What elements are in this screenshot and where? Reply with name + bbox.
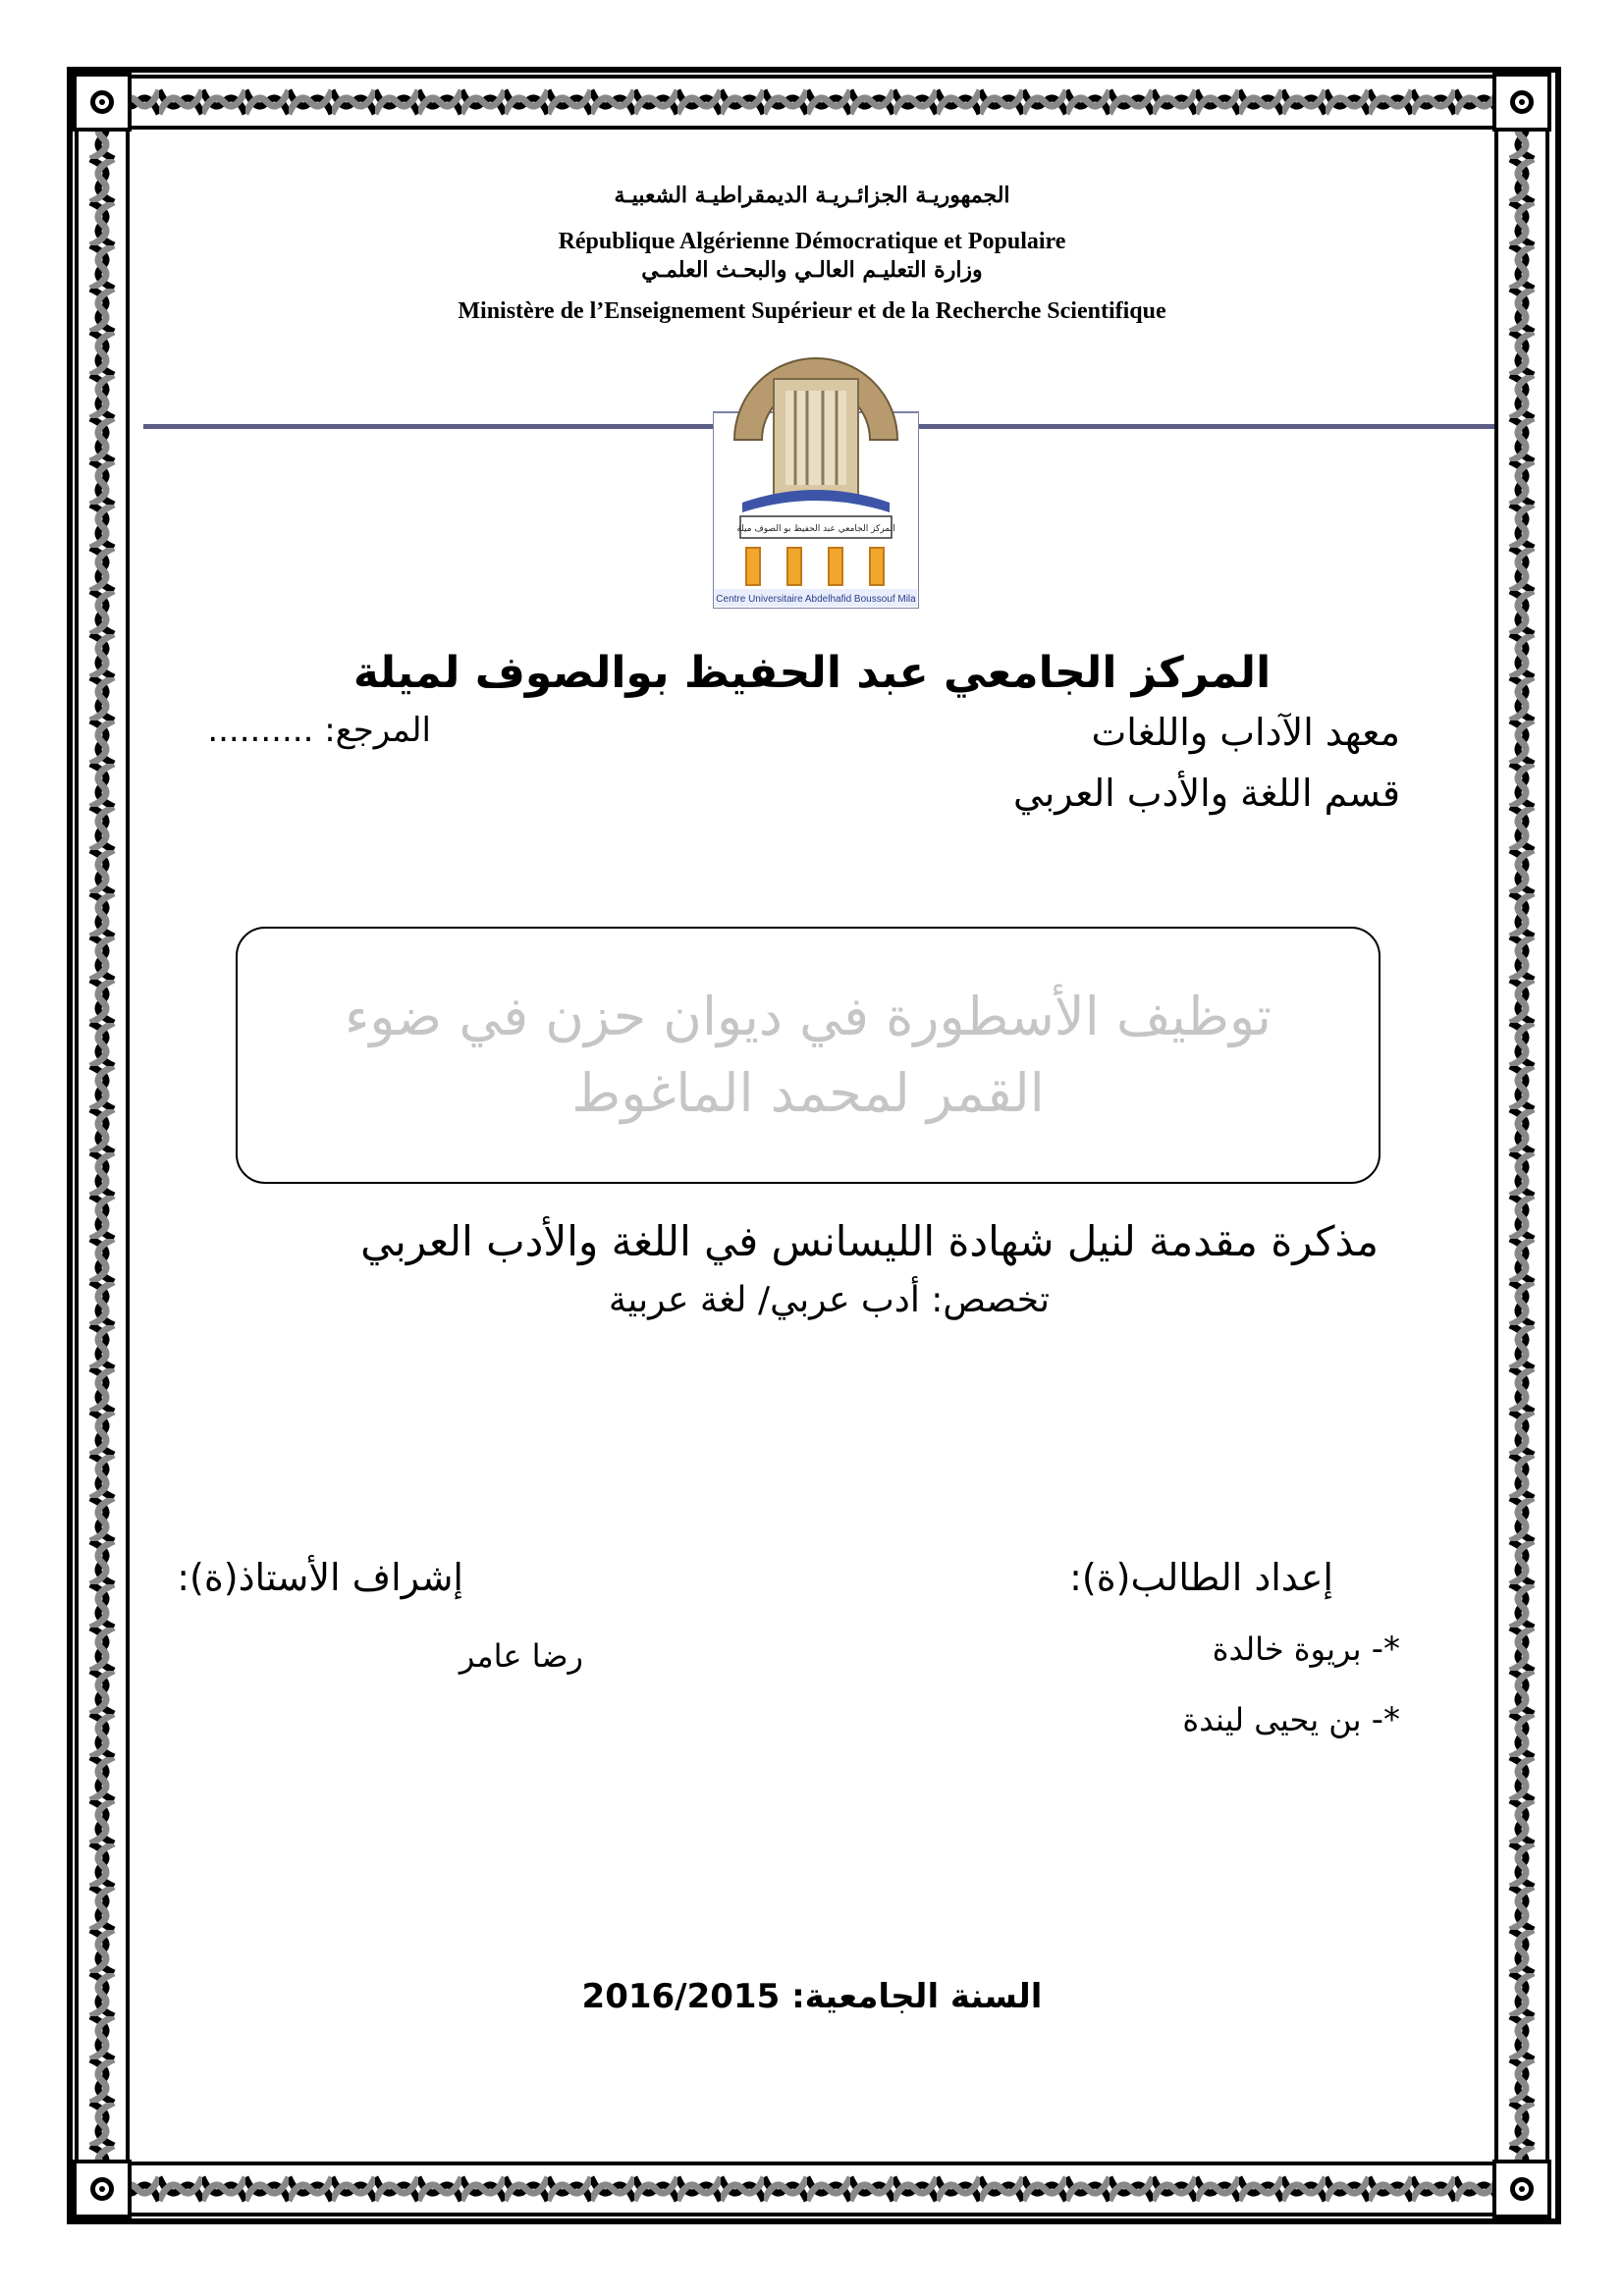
- university-logo: [713, 330, 919, 609]
- bullet-marker: *-: [1371, 1700, 1400, 1739]
- header-rule-left: [143, 424, 715, 429]
- republic-arabic: الجمهوريـة الجزائـريـة الديمقراطيـة الشعبيـة: [614, 183, 1010, 208]
- student-name-text: بريوة خالدة: [1212, 1630, 1362, 1668]
- bullet-marker: *-: [1371, 1629, 1400, 1669]
- border-pattern-bottom: [73, 2160, 1551, 2218]
- academic-year: السنة الجامعية: 2016/2015: [581, 1977, 1043, 2016]
- student-name: [1213, 1629, 1400, 1669]
- border-pattern-top: [73, 73, 1551, 132]
- supervision-label: إشراف الأستاذ(ة):: [177, 1556, 463, 1599]
- student-name: [1182, 1700, 1400, 1739]
- header-rule-right: [917, 424, 1494, 429]
- ministry-french: Ministère de l’Enseignement Supérieur et de la Recherche Scientifique: [458, 298, 1166, 324]
- institute-name: معهد الآداب واللغات: [1091, 711, 1400, 754]
- university-name: المركز الجامعي عبد الحفيظ بوالصوف لميلة: [352, 648, 1272, 698]
- republic-french: République Algérienne Démocratique et Populaire: [558, 229, 1066, 254]
- reference-number: المرجع: ..........: [207, 711, 431, 750]
- corner-ornament-icon: [73, 73, 132, 132]
- thesis-title-line-1: توظيف الأسطورة في ديوان حزن في ضوء: [345, 986, 1272, 1047]
- border-pattern-left: [73, 73, 132, 2218]
- thesis-title-box: [236, 927, 1380, 1184]
- corner-ornament-icon: [1492, 2160, 1551, 2218]
- corner-ornament-icon: [73, 2160, 132, 2218]
- department-name: قسم اللغة والأدب العربي: [1013, 772, 1400, 815]
- border-pattern-right: [1492, 73, 1551, 2218]
- logo-caption: Centre Universitaire Abdelhafid Boussouf Mila: [716, 594, 916, 605]
- degree-statement: مذكرة مقدمة لنيل شهادة الليسانس في اللغة والأدب العربي: [360, 1217, 1379, 1265]
- prepared-by-label: إعداد الطالب(ة):: [1069, 1556, 1333, 1599]
- corner-ornament-icon: [1492, 73, 1551, 132]
- specialty: تخصص: أدب عربي/ لغة عربية: [608, 1280, 1050, 1320]
- ministry-arabic: وزارة التعليـم العالـي والبحـث العلمـي: [641, 257, 983, 283]
- logo-banner-text: المركز الجامعي عبد الحفيظ بو الصوف ميلة: [736, 524, 895, 534]
- thesis-title-line-2: القمر لمحمد الماغوط: [571, 1062, 1045, 1124]
- student-name-text: بن يحيى ليندة: [1182, 1701, 1362, 1738]
- supervisor-name: رضا عامر: [459, 1637, 583, 1675]
